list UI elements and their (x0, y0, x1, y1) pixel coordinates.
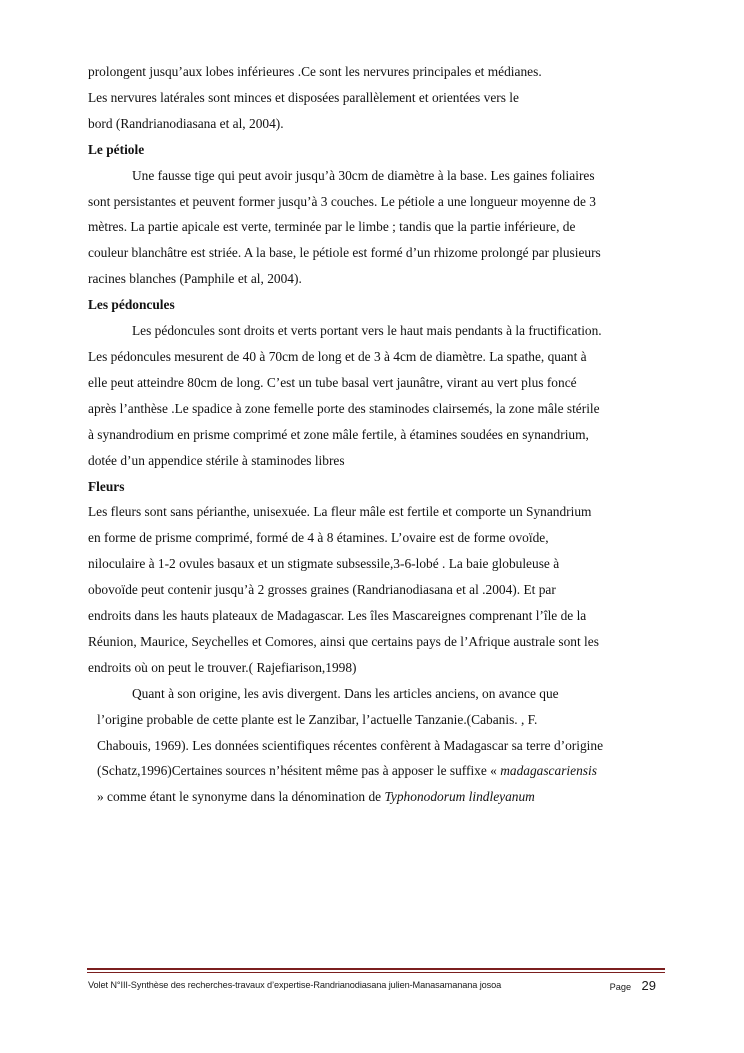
fleurs-line: Réunion, Maurice, Seychelles et Comores, ainsi que certains pays de l’Afrique australe sont les (88, 633, 599, 649)
intro-line: prolongent jusqu’aux lobes inférieures .Ce sont les nervures principales et médianes. (88, 64, 542, 79)
origin-line-text: » comme étant le synonyme dans la dénomination de (97, 789, 385, 805)
footer-divider (87, 968, 665, 970)
intro-line: Les nervures latérales sont minces et disposées parallèlement et orientées vers le (88, 89, 519, 105)
fleurs-line: obovoïde peut contenir jusqu’à 2 grosses graines (Randrianodiasana et al .2004). Et par (88, 582, 556, 598)
fleurs-line: en forme de prisme comprimé, formé de 4 à 8 étamines. L’ovaire est de forme ovoïde, (88, 530, 549, 546)
origin-line: Chabouis, 1969). Les données scientifiques récentes confèrent à Madagascar sa terre d’origine (97, 737, 604, 753)
origin-line (88, 784, 668, 810)
intro-line: bord (Randrianodiasana et al, 2004). (88, 115, 284, 131)
species-name-italic: Typhonodorum lindleyanum (384, 789, 535, 805)
petiole-line: racines blanches (Pamphile et al, 2004). (88, 271, 302, 287)
fleurs-line: niloculaire à 1-2 ovules basaux et un stigmate subsessile,3-6-lobé . La baie globuleuse à (88, 556, 560, 572)
origin-line-text: (Schatz,1996)Certaines sources n’hésitent même pas à apposer le suffixe « (97, 763, 501, 779)
origin-line: l’origine probable de cette plante est le Zanzibar, l’actuelle Tanzanie.(Cabanis. , F. (97, 711, 538, 727)
fleurs-line: endroits où on peut le trouver.( Rajefiarison,1998) (88, 659, 357, 675)
heading-petiole: Le pétiole (88, 141, 145, 157)
petiole-line: sont persistantes et peuvent former jusqu’à 3 couches. Le pétiole a une longueur moyenne de 3 (88, 193, 596, 209)
pedoncules-line: Les pédoncules sont droits et verts portant vers le haut mais pendants à la fructification. (132, 323, 602, 339)
body-text (88, 59, 668, 810)
pedoncules-line: dotée d’un appendice stérile à staminodes libres (88, 452, 345, 468)
page-label: Page (609, 982, 632, 992)
heading-pedoncules: Les pédoncules (88, 297, 175, 313)
page-indicator (610, 977, 656, 995)
origin-line (88, 758, 668, 784)
pedoncules-line: Les pédoncules mesurent de 40 à 70cm de long et de 3 à 4cm de diamètre. La spathe, quant à (88, 348, 587, 364)
species-suffix-italic: madagascariensis (500, 763, 597, 779)
pedoncules-line: elle peut atteindre 80cm de long. C’est un tube basal vert jaunâtre, virant au vert plus foncé (88, 374, 577, 390)
fleurs-line: Les fleurs sont sans périanthe, unisexuée. La fleur mâle est fertile et comporte un Synandrium (88, 504, 592, 520)
heading-fleurs: Fleurs (88, 478, 125, 494)
page-footer (88, 977, 664, 997)
footer-divider-thin (87, 972, 665, 973)
petiole-line: Une fausse tige qui peut avoir jusqu’à 30cm de diamètre à la base. Les gaines foliaires (132, 167, 595, 183)
origin-line: Quant à son origine, les avis divergent. Dans les articles anciens, on avance que (132, 685, 559, 701)
petiole-line: couleur blanchâtre est striée. A la base, le pétiole est formé d’un rhizome prolongé par plusieurs (88, 245, 601, 261)
pedoncules-line: après l’anthèse .Le spadice à zone femelle porte des staminodes clairsemés, la zone mâle stérile (88, 400, 600, 416)
pedoncules-line: à synandrodium en prisme comprimé et zone mâle fertile, à étamines soudées en synandrium, (88, 426, 589, 442)
page-number: 29 (641, 978, 656, 993)
petiole-line: mètres. La partie apicale est verte, terminée par le limbe ; tandis que la partie inférieure, de (88, 219, 576, 235)
footer-document-title: Volet N°III-Synthèse des recherches-travaux d’expertise-Randrianodiasana julien-Manasamanana josoa (88, 980, 502, 990)
fleurs-line: endroits dans les hauts plateaux de Madagascar. Les îles Mascareignes comprenant l’île de la (88, 608, 587, 624)
